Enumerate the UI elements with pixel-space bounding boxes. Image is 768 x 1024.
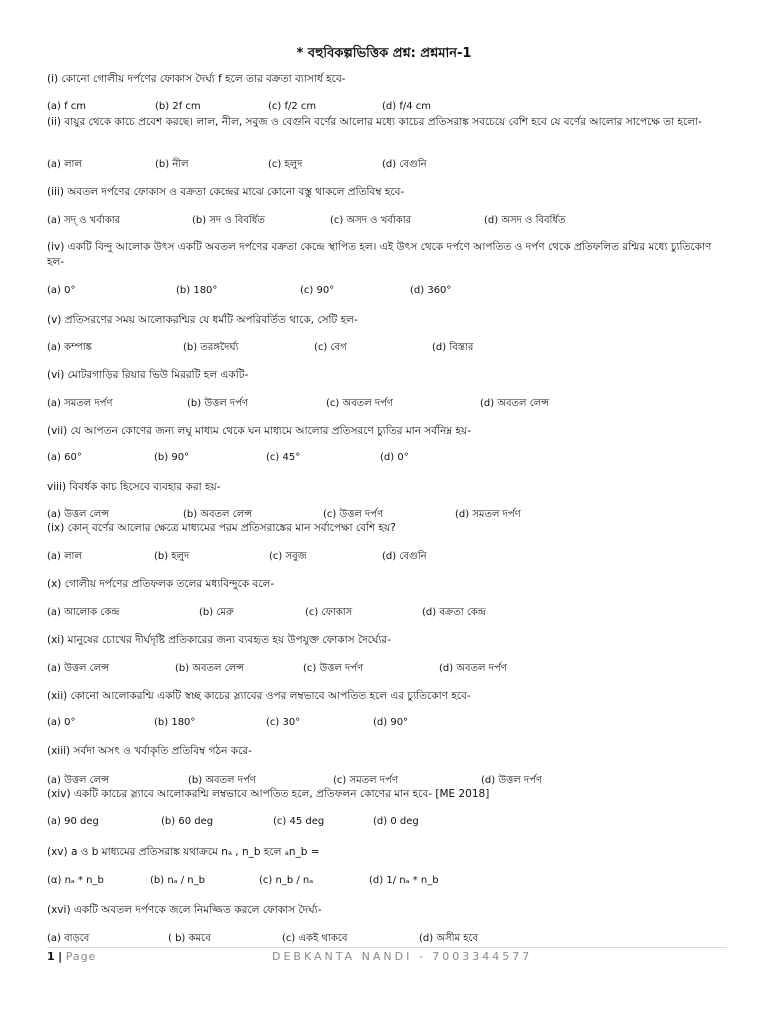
option-a: (a) বাড়বে [47,933,90,944]
option-a: (a) 0° [47,285,76,296]
option-d: (d) অসদ ও বিবর্ধিত [484,215,566,226]
question-text: (xv) a ও b মাধ্যমের প্রতিসরাঙ্ক যথাক্রমে nₐ , n_b হলে ₐn_b = [47,846,320,858]
option-row [47,340,727,356]
option-a: (a) লাল [47,551,82,562]
question-text: (xiv) একটি কাচের স্ল্যাবে আলোকরশ্মি লম্বভাবে আপতিত হলে, প্রতিফলন কোণের মান হবে- [ME 2018] [47,788,490,800]
option-row [47,285,727,301]
option-b: (b) 60 deg [161,816,214,827]
author-credit: DEBKANTA NANDI - 7003344577 [272,950,533,963]
option-a: (a) 90 deg [47,816,99,827]
option-d: (d) সমতল দর্পণ [455,509,521,520]
option-c: (c) 30° [266,717,301,728]
option-c: (c) f/2 cm [268,101,317,112]
option-b: (b) 180° [176,285,218,296]
option-row [47,875,727,891]
question-text: (v) প্রতিসরণের সময় আলোকরশ্মির যে ধর্মটি অপরিবর্তিত থাকে, সেটি হল- [47,314,358,326]
option-a: (α) nₐ * n_b [47,875,104,886]
option-d: (d) বক্রতা কেন্দ্র [422,607,486,618]
question-text: (ix) কোন্ বর্ণের আলোর ক্ষেত্রে মাধ্যমের পরম প্রতিসরাঙ্কের মান সর্বাপেক্ষা বেশি হয়? [47,522,396,534]
option-b: (b) 2f cm [155,101,201,112]
option-a: (a) 0° [47,717,76,728]
option-d: (d) 90° [373,717,409,728]
question-text: (vi) মোটরগাড়ির রিয়ার ভিউ মিররটি হল একটি- [47,369,249,381]
option-c: (c) সবুজ [269,551,307,562]
question-text: (xi) মানুষের চোখের দীর্ঘদৃষ্টি প্রতিকারের জন্য ব্যবহৃত হয় উপযুক্ত ফোকাস দৈর্ঘ্যের- [47,634,391,646]
option-row [47,816,727,832]
option-d: (d) অসীম হবে [419,933,479,944]
option-row [47,452,727,468]
option-b: ( b) কমবে [168,933,211,944]
option-b: (b) nₐ / n_b [150,875,205,886]
option-b: (b) তরঙ্গদৈর্ঘ্য [183,342,239,353]
option-b: (b) অবতল দর্পণ [188,775,256,786]
option-c: (c) 90° [300,285,335,296]
option-d: (d) বিস্তার [432,342,474,353]
option-a: (a) সদ্ ও খর্বাকার [47,215,121,226]
option-row [47,605,727,621]
option-c: (c) হলুদ [268,159,303,170]
question-text: (iii) অবতল দর্পণের ফোকাস ও বক্রতা কেন্দ্রের মাঝে কোনো বস্তু থাকলে প্রতিবিম্ব হবে- [47,186,405,198]
option-row [47,396,727,412]
option-b: (b) অবতল লেন্স [175,663,245,674]
option-d: (d) বেগুনি [382,551,427,562]
option-a: (a) উত্তল লেন্স [47,663,110,674]
option-row [47,157,727,173]
option-b: (b) 90° [154,452,190,463]
option-d: (d) 0° [380,452,409,463]
option-a: (a) উত্তল লেন্স [47,509,110,520]
question-text: (xii) কোনো আলোকরশ্মি একটি স্বচ্ছ কাচের স্ল্যাবের ওপর লম্বভাবে আপতিত হলে এর চ্যুতিকোণ হবে- [47,690,471,702]
question-text: (xvi) একটি অবতল দর্পণকে জলে নিমজ্জিত করলে ফোকাস দৈর্ঘ্য- [47,904,322,916]
page-title: * বহুবিকল্পভিত্তিক প্রশ্ন: প্রশ্নমান-1 [296,46,472,61]
question-text: (i) কোনো গোলীয় দর্পণের ফোকাস দৈর্ঘ্য f হলে তার বক্রতা ব্যাসার্ধ হবে- [47,73,346,85]
option-a: (a) কম্পাঙ্ক [47,342,92,353]
option-a: (a) উত্তল লেন্স [47,775,110,786]
option-b: (b) সদ ও বিবর্ধিত [192,215,265,226]
footer-divider [47,947,727,948]
page-number: 1 [47,950,55,963]
question-text: (ii) বায়ুর থেকে কাচে প্রবেশ করছে। লাল, নীল, সবুজ ও বেগুনি বর্ণের আলোর মধ্যে কাচের প্রতিসরাঙ্ক সবচেয়ে বেশি হবে যে বর্ণের আলোর সাপেক্ষে তা হলো- [47,116,702,128]
option-b: (b) উত্তল দর্পণ [187,398,248,409]
option-d: (d) f/4 cm [382,101,431,112]
option-b: (b) 180° [154,717,196,728]
option-d: (d) অবতল দর্পণ [439,663,507,674]
page-separator: | [58,950,63,963]
question-text: (vii) যে আপতন কোণের জন্য লঘু মাধ্যম থেকে ঘন মাধ্যমে আলোর প্রতিসরণে চ্যুতির মান সর্বনিম্ন হয়- [47,425,471,437]
option-c: (c) উত্তল দর্পণ [303,663,364,674]
option-b: (b) মেরু [199,607,234,618]
question-text: (iv) একটি বিন্দু আলোক উৎস একটি অবতল দর্পণের বক্রতা কেন্দ্রে স্থাপিত হল। এই উৎস থেকে দর্পণে আপতিত ও দর্পণ থেকে প্রতিফলিত রশ্মির মধ্যে চ্যুতিকোণ হল- [47,241,712,268]
option-b: (b) হলুদ [154,551,190,562]
option-b: (b) অবতল লেন্স [183,509,253,520]
option-c: (c) বেগ [314,342,347,353]
question-text: (xiii) সর্বদা অসৎ ও খর্বাকৃতি প্রতিবিম্ব গঠন করে- [47,745,252,757]
option-c: (c) উত্তল দর্পণ [323,509,384,520]
page-word: Page [65,950,97,963]
option-b: (b) নীল [155,159,189,170]
option-a: (a) লাল [47,159,82,170]
option-row [47,717,727,733]
option-c: (c) অবতল দর্পণ [326,398,393,409]
option-c: (c) n_b / nₐ [259,875,314,886]
option-row [47,549,727,565]
option-a: (a) 60° [47,452,82,463]
option-row [47,213,727,229]
option-c: (c) 45° [266,452,301,463]
option-d: (d) উত্তল দর্পণ [481,775,542,786]
option-c: (c) একই থাকবে [282,933,348,944]
option-c: (c) 45 deg [273,816,325,827]
question-text: (x) গোলীয় দর্পণের প্রতিফলক তলের মধ্যবিন্দুকে বলে- [47,578,275,590]
option-d: (d) বেগুনি [382,159,427,170]
option-d: (d) 1/ nₐ * n_b [369,875,439,886]
option-c: (c) সমতল দর্পণ [333,775,398,786]
option-a: (a) আলোক কেন্দ্র [47,607,120,618]
question-text: viii) বিবর্ধক কাচ হিসেবে ব্যবহার করা হয়- [47,481,221,493]
option-d: (d) অবতল লেন্স [480,398,550,409]
option-d: (d) 0 deg [373,816,419,827]
option-a: (a) সমতল দর্পণ [47,398,113,409]
option-row [47,931,727,947]
option-row [47,661,727,677]
option-a: (a) f cm [47,101,87,112]
option-d: (d) 360° [410,285,452,296]
option-c: (c) ফোকাস [305,607,353,618]
option-c: (c) অসদ ও খর্বাকার [330,215,412,226]
page-footer [47,950,96,963]
